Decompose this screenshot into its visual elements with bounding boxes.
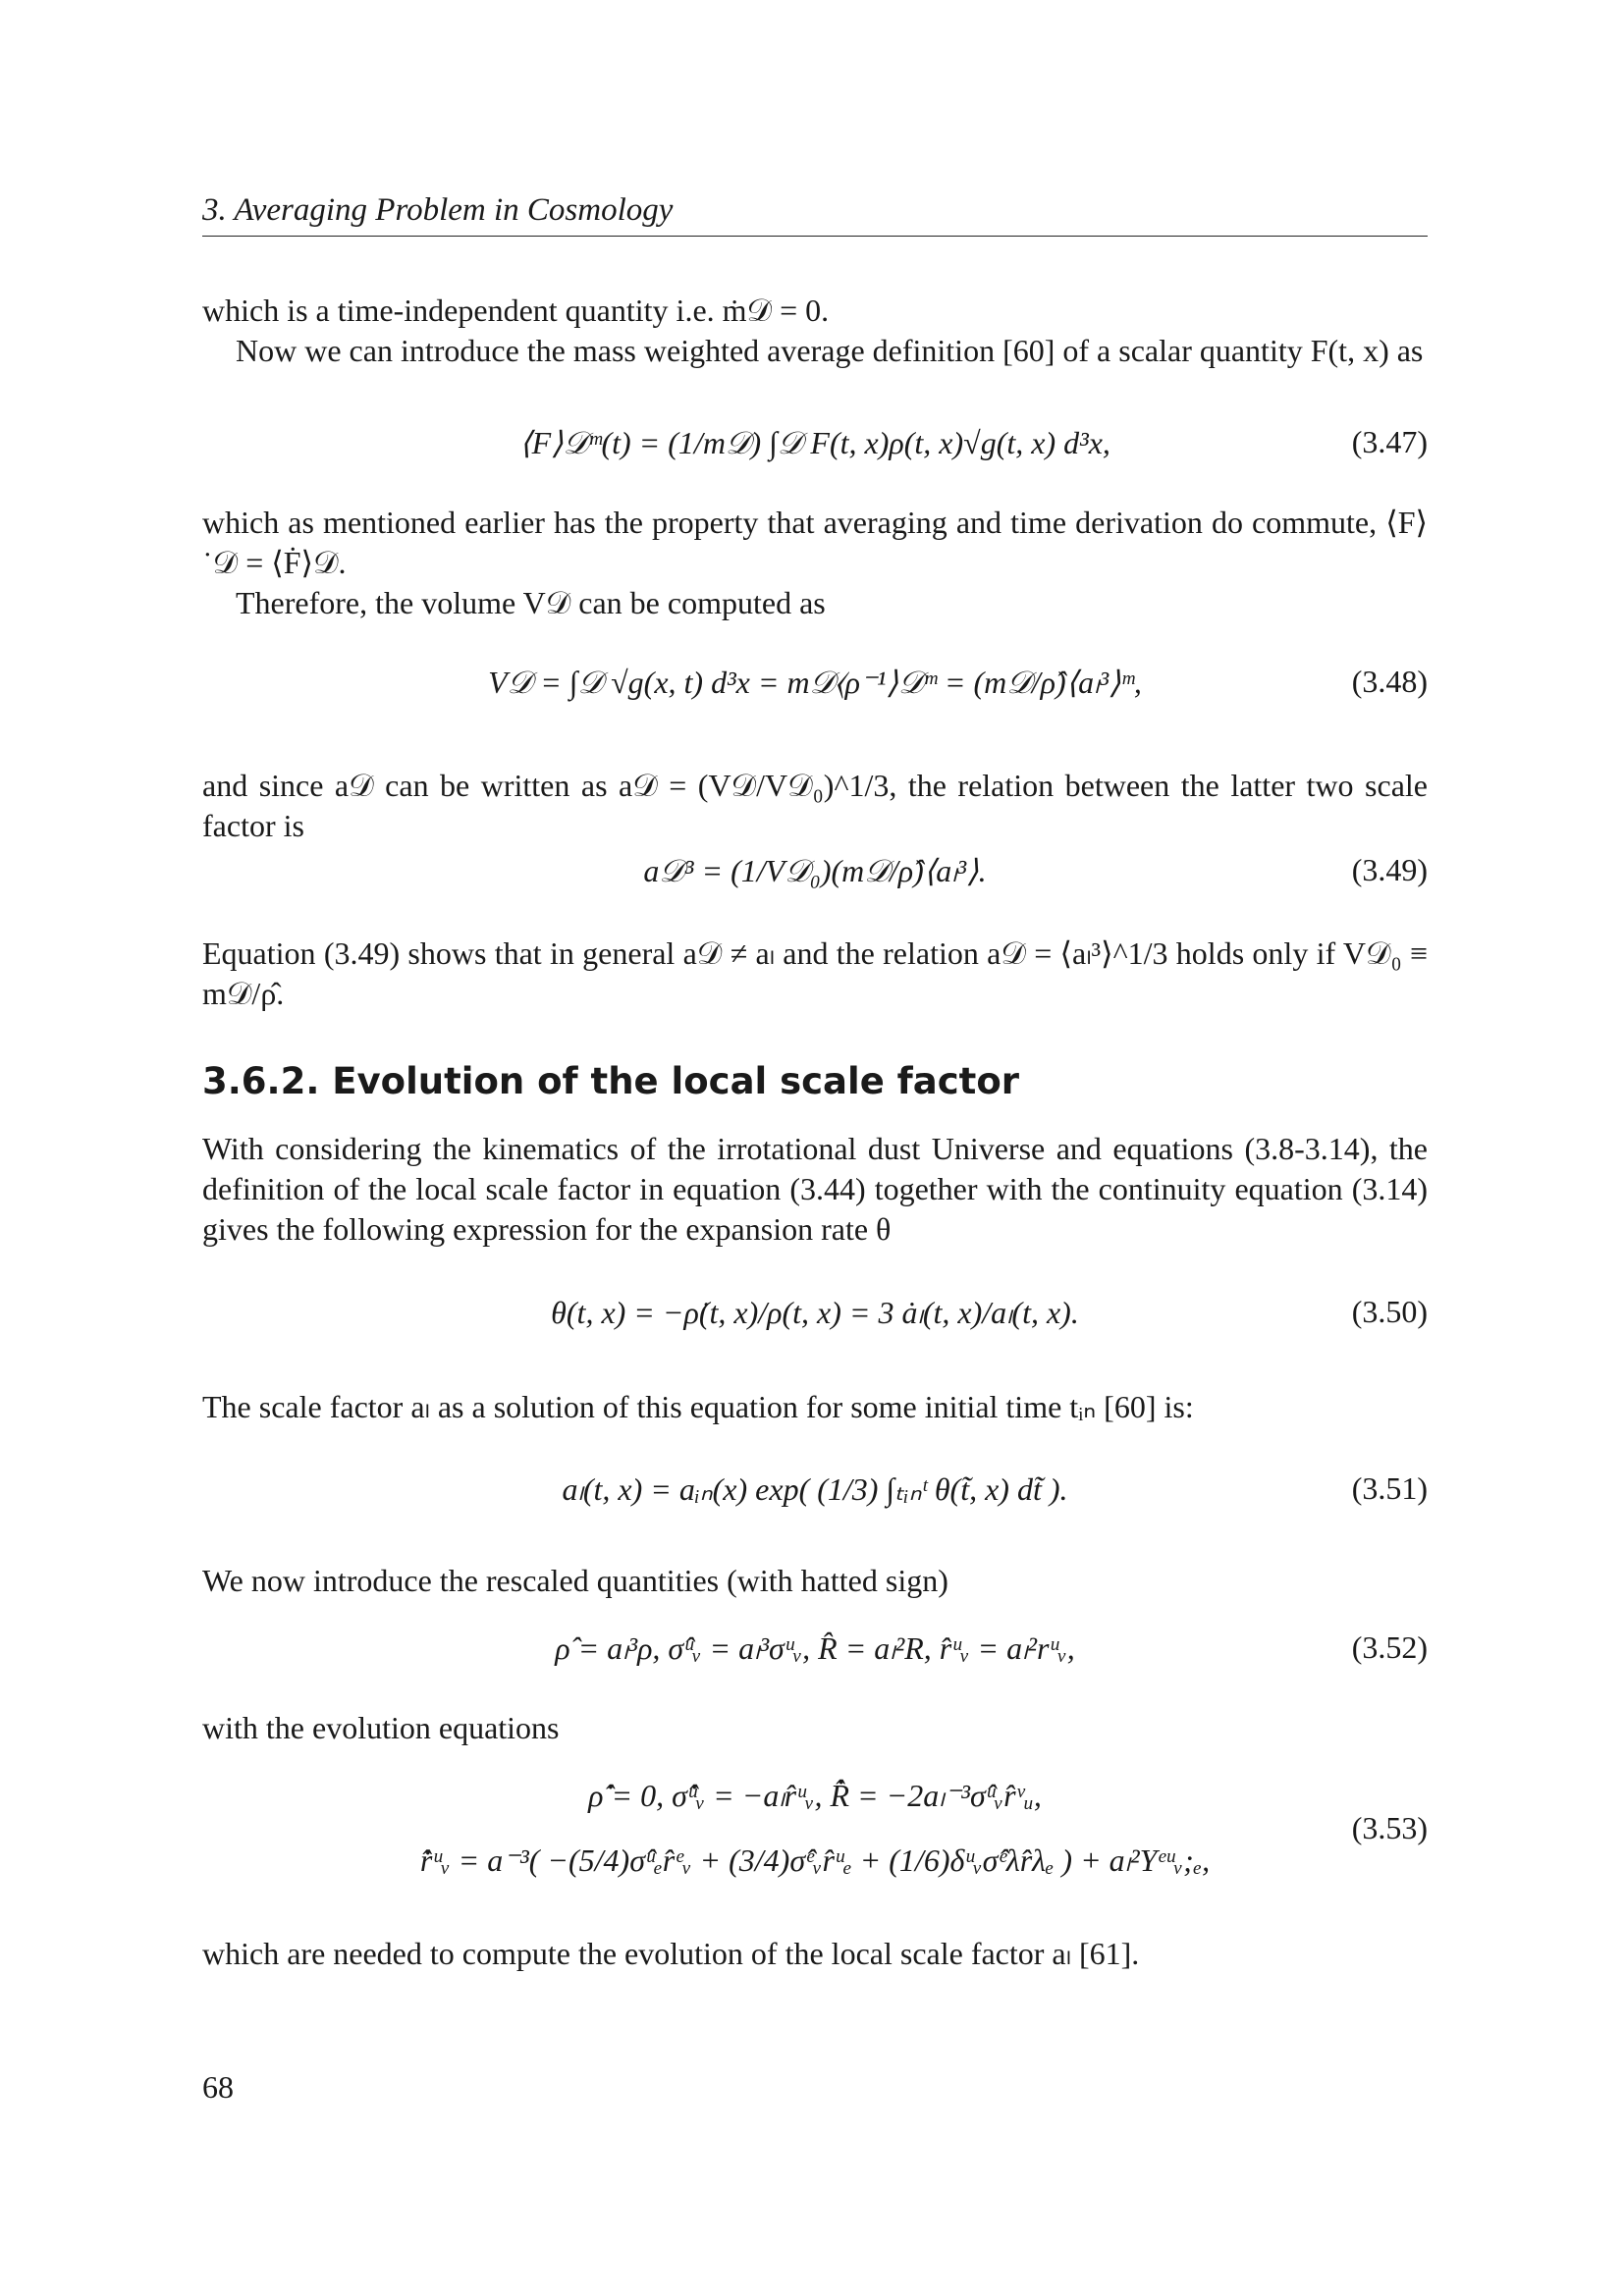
paragraph-8: The scale factor aₗ as a solution of this equation for some initial time tᵢₙ [60] is: [202, 1389, 1194, 1424]
equation-body: θ(t, x) = −ρ̇(t, x)/ρ(t, x) = 3 ȧₗ(t, x)/aₗ(t, x). [551, 1295, 1079, 1330]
equation-body: ρ̂ = aₗ³ρ, σ̂ᵘᵥ = aₗ³σᵘᵥ, R̂ = aₗ²R, r̂ᵘᵥ = aₗ²rᵘᵥ, [555, 1630, 1075, 1666]
equation-body: aₗ(t, x) = aᵢₙ(x) exp( (1/3) ∫ₜᵢₙᵗ θ(t̃, x) dt̃ ). [562, 1471, 1068, 1507]
equation-number: (3.48) [1351, 664, 1428, 699]
equation-3-51 [202, 1453, 1428, 1522]
equation-number: (3.49) [1351, 852, 1428, 887]
equation-line-2: r̂̇ᵘᵥ = a⁻³( −(5/4)σ̂ᵘₑr̂ᵉᵥ + (3/4)σ̂ᵉᵥr̂ᵘₑ + (1/6)δᵘᵥσ̂ᵉλr̂λₑ ) + aₗ²Yᵉᵘᵥ;ₑ, [419, 1842, 1211, 1878]
equation-3-49 [202, 836, 1428, 905]
equation-3-48 [202, 642, 1428, 711]
paragraph-2: Now we can introduce the mass weighted average definition [60] of a scalar quantity F(t, x) as [236, 333, 1424, 368]
page-number: 68 [202, 2069, 234, 2105]
equation-number: (3.51) [1351, 1470, 1428, 1506]
equation-3-47 [202, 412, 1428, 481]
paragraph-3: which as mentioned earlier has the property that averaging and time derivation do commute, ⟨F⟩˙𝒟 = ⟨Ḟ⟩𝒟. [202, 505, 1428, 580]
paragraph-6: Equation (3.49) shows that in general a𝒟 ≠ aₗ and the relation a𝒟 = ⟨aₗ³⟩^1/3 holds only if V𝒟₀ ≡ m𝒟/ρ̂. [202, 935, 1428, 1011]
paragraph-7: With considering the kinematics of the irrotational dust Universe and equations (3.8-3.14), the definition of the local scale factor in equation (3.44) together with the continuity equation (3.14) gives the following expression for the expansion rate θ [202, 1131, 1428, 1247]
equation-3-52 [202, 1620, 1428, 1688]
equation-number: (3.50) [1351, 1294, 1428, 1329]
equation-body: V𝒟 = ∫𝒟 √g(x, t) d³x = m𝒟⟨ρ⁻¹⟩𝒟ᵐ = (m𝒟/ρ̂)⟨aₗ³⟩ᵐ, [488, 665, 1142, 700]
equation-number: (3.53) [1351, 1810, 1428, 1845]
running-head: 3. Averaging Problem in Cosmology [202, 192, 1428, 237]
paragraph-11: which are needed to compute the evolution of the local scale factor aₗ [61]. [202, 1936, 1140, 1971]
section-heading: 3.6.2. Evolution of the local scale factor [202, 1060, 1020, 1102]
equation-body: a𝒟³ = (1/V𝒟₀)(m𝒟/ρ̂)⟨aₗ³⟩. [643, 853, 987, 888]
equation-line-1: ρ̂̇ = 0, σ̂̇ᵘᵥ = −aₗr̂ᵘᵥ, R̂̇ = −2aₗ⁻³σ̂ᵘᵥr̂ᵛᵤ, [588, 1778, 1042, 1813]
document-page [202, 0, 1428, 2296]
paragraph-5: and since a𝒟 can be written as a𝒟 = (V𝒟/V𝒟₀)^1/3, the relation between the latter two scale factor is [202, 768, 1428, 843]
equation-3-50 [202, 1276, 1428, 1345]
paragraph-1: which is a time-independent quantity i.e. ṁ𝒟 = 0. [202, 293, 830, 328]
paragraph-10: with the evolution equations [202, 1710, 560, 1745]
equation-3-53 [202, 1767, 1428, 1914]
equation-number: (3.52) [1351, 1629, 1428, 1665]
paragraph-9: We now introduce the rescaled quantities (with hatted sign) [202, 1563, 948, 1598]
paragraph-4: Therefore, the volume V𝒟 can be computed as [236, 585, 826, 620]
equation-body: ⟨F⟩𝒟ᵐ(t) = (1/m𝒟) ∫𝒟 F(t, x)ρ(t, x)√g(t, x) d³x, [519, 425, 1110, 460]
equation-number: (3.47) [1351, 424, 1428, 459]
